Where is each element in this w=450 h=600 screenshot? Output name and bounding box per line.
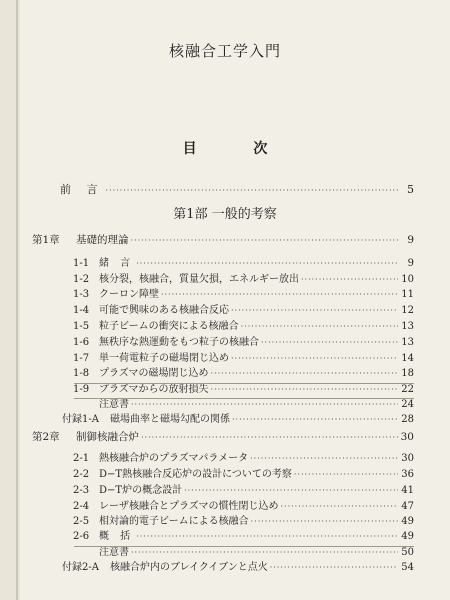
section-title: 注意書: [99, 399, 129, 410]
dot-leader: [301, 275, 398, 284]
section-title: 注意書: [99, 547, 129, 558]
page-number: 22: [401, 384, 414, 395]
section-title: 単一荷電粒子の磁場閉じ込め: [99, 353, 229, 364]
section-title: 緒 言: [99, 258, 135, 269]
appendix-number: 付録2-A: [62, 562, 99, 573]
section-title: レーザ核融合とプラズマの慣性閉じ込め: [99, 501, 279, 512]
section-number: 2-2: [73, 469, 90, 480]
appendix-title: 核融合炉内のブレイクイブンと点火: [110, 562, 268, 573]
toc-section[interactable]: [73, 465, 414, 480]
page-number: 24: [401, 399, 414, 410]
dot-leader: [106, 186, 399, 195]
dot-leader: [131, 548, 398, 557]
page-number: 12: [401, 305, 414, 316]
section-number: 1-6: [73, 337, 90, 348]
section-title: 可能で興味のある核融合反応: [99, 305, 229, 316]
part-heading: 第1部 一般的考察: [173, 207, 277, 222]
dot-leader: [141, 433, 398, 442]
dot-leader: [281, 502, 399, 511]
dot-leader: [184, 486, 398, 495]
page-number: 28: [401, 414, 414, 425]
section-number: 2-1: [73, 453, 90, 464]
section-title: プラズマの磁場閉じ込め: [99, 368, 209, 379]
page-number: 47: [401, 501, 414, 512]
dot-leader: [136, 532, 398, 541]
page-number: 30: [400, 431, 414, 443]
section-title: D−T炉の概念設計: [99, 485, 183, 496]
toc-section[interactable]: [73, 349, 414, 364]
page-number: 41: [401, 485, 414, 496]
toc-section[interactable]: [73, 481, 414, 496]
chapter-title: 制御核融合炉: [76, 431, 139, 443]
dot-leader: [232, 415, 398, 424]
toc-section[interactable]: [73, 449, 414, 464]
toc-entry-preface[interactable]: [60, 181, 414, 197]
page-number: 54: [401, 562, 414, 573]
toc-section[interactable]: [73, 527, 414, 542]
toc-section[interactable]: [73, 254, 414, 269]
toc-section[interactable]: [73, 497, 414, 512]
dot-leader: [231, 306, 398, 315]
section-title: 粒子ビームの衝突による核融合: [99, 321, 239, 332]
section-title: 概 括: [99, 531, 135, 542]
dot-leader: [261, 338, 398, 347]
section-rule: [74, 398, 414, 399]
appendix-number: 付録1-A: [62, 414, 99, 425]
appendix-title: 磁場曲率と磁場勾配の関係: [110, 414, 230, 425]
section-number: 2-4: [73, 501, 90, 512]
page-number: 5: [407, 183, 414, 196]
section-title: 熱核融合炉のプラズマパラメータ: [99, 453, 249, 464]
page-number: 11: [401, 289, 414, 300]
book-title: 核融合工学入門: [168, 42, 281, 60]
section-number: 2-6: [73, 531, 90, 542]
page-number: 30: [401, 453, 414, 464]
dot-leader: [131, 236, 399, 245]
section-title: クーロン障壁: [99, 289, 159, 300]
toc-appendix[interactable]: [62, 410, 414, 425]
dot-leader: [231, 354, 398, 363]
toc-section[interactable]: [73, 317, 414, 332]
dot-leader: [294, 470, 398, 479]
page-number: 9: [407, 234, 414, 246]
dot-leader: [131, 400, 398, 409]
section-title: プラズマからの放射損失: [99, 384, 209, 395]
chapter-title: 基礎的理論: [76, 234, 129, 246]
toc-heading: 目 次: [182, 141, 294, 157]
dot-leader: [136, 259, 398, 268]
page-number: 49: [401, 516, 414, 527]
dot-leader: [250, 454, 398, 463]
section-number: 2-5: [73, 516, 90, 527]
section-rule: [74, 546, 414, 547]
section-number: 1-1: [73, 258, 90, 269]
section-title: 相対論的電子ビームによる核融合: [99, 516, 249, 527]
page-number: 13: [401, 337, 414, 348]
toc-appendix[interactable]: [62, 558, 414, 573]
dot-leader: [211, 385, 399, 394]
section-number: 1-8: [73, 368, 90, 379]
chapter-number: 第1章: [32, 234, 60, 246]
dot-leader: [251, 517, 398, 526]
section-title: 核分裂，核融合，質量欠損，エネルギー放出: [99, 274, 299, 285]
preface-label: 前 言: [60, 183, 104, 196]
page-number: 10: [401, 274, 414, 285]
section-number: 1-7: [73, 353, 90, 364]
toc-chapter-1[interactable]: [32, 232, 414, 247]
toc-section[interactable]: [73, 512, 414, 527]
dot-leader: [241, 322, 398, 331]
page-number: 13: [401, 321, 414, 332]
toc-section[interactable]: [73, 364, 414, 379]
section-title: D−T熱核融合反応炉の設計についての考察: [99, 469, 292, 480]
dot-leader: [161, 290, 398, 299]
dot-leader: [270, 563, 398, 572]
toc-section[interactable]: [73, 301, 414, 316]
page-number: 18: [401, 368, 414, 379]
dot-leader: [211, 369, 399, 378]
section-number: 1-2: [73, 274, 90, 285]
toc-section[interactable]: [73, 285, 414, 300]
section-number: 1-9: [73, 384, 90, 395]
section-rule: [74, 383, 414, 384]
page-number: 14: [401, 353, 414, 364]
section-number: 2-3: [73, 485, 90, 496]
page-number: 36: [401, 469, 414, 480]
page-number: 49: [401, 531, 414, 542]
toc-section[interactable]: [73, 270, 414, 285]
section-number: 1-4: [73, 305, 90, 316]
section-title: 無秩序な熱運動をもつ粒子の核融合: [99, 337, 259, 348]
toc-section[interactable]: [73, 333, 414, 348]
page-number: 50: [401, 547, 414, 558]
section-number: 1-5: [73, 321, 90, 332]
section-number: 1-3: [73, 289, 90, 300]
page-number: 9: [407, 258, 414, 269]
chapter-number: 第2章: [32, 431, 60, 443]
page-gutter: [16, 0, 18, 600]
toc-chapter-2[interactable]: [32, 429, 414, 444]
